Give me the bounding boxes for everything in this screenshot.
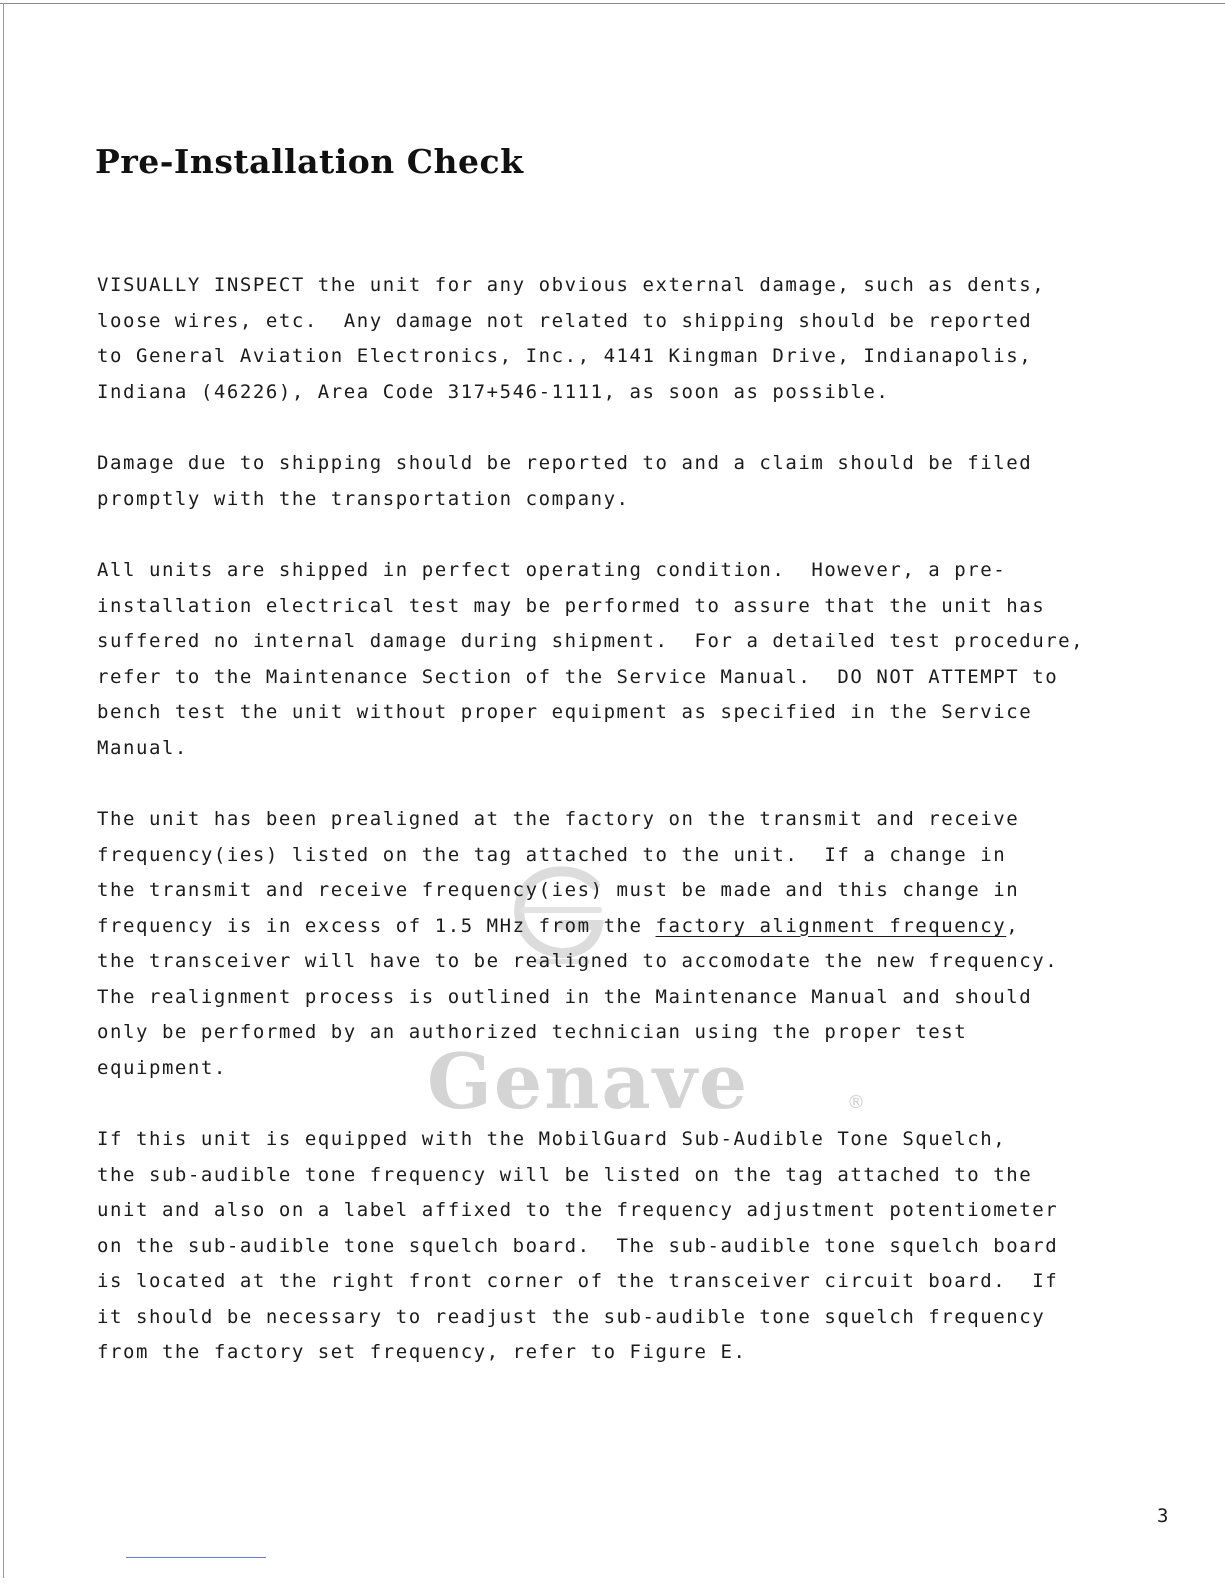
page-number: 3 <box>1157 1505 1169 1527</box>
paragraph-tone-squelch: If this unit is equipped with the MobilGuard Sub-Audible Tone Squelch, the sub-audible tone frequency will be listed on the tag attached to the unit and also on a label affixed to the frequency adjustment potentiometer on the sub-audible tone squelch board. The sub-audible tone squelch board is located at the right front corner of the transceiver circuit board. If it should be necessary to readjust the sub-audible tone squelch frequency from the factory set frequency, refer to Figure E. <box>97 1128 1059 1363</box>
factory-alignment-frequency-term: factory alignment frequency <box>655 914 1007 937</box>
paragraph-prealignment <box>97 802 1107 1086</box>
paragraph-shipping-damage: Damage due to shipping should be reported to and a claim should be filed promptly with the transportation company. <box>97 452 1033 510</box>
paragraph-visual-inspection: VISUALLY INSPECT the unit for any obvious external damage, such as dents, loose wires, etc. Any damage not related to shipping should be reported to General Aviation Electronics, Inc., 4141 Kingman Drive, Indianapolis, Indiana (46226), Area Code 317+546-1111, as soon as possible. <box>97 274 1046 403</box>
page-left-edge <box>3 3 4 1578</box>
prealignment-text-start: The unit has been prealigned at the factory on the transmit and receive frequency(ies) listed on the tag attached to the unit. If a change in the transmit and receive frequency(ies) must be made and this change in frequency is in excess of 1.5 MHz from the <box>97 808 1020 937</box>
page-title: Pre-Installation Check <box>95 142 524 181</box>
paragraph-electrical-test: All units are shipped in perfect operating condition. However, a pre- installation electrical test may be performed to assure that the unit has suffered no internal damage during shipment. For a detailed test procedure, refer to the Maintenance Section of the Service Manual. DO NOT ATTEMPT to bench test the unit without proper equipment as specified in the Service Manual. <box>97 559 1085 759</box>
watermark-registered-mark: ® <box>847 1092 865 1113</box>
bottom-edge-mark <box>126 1557 266 1558</box>
prealignment-text-end: , the transceiver will have to be realigned to accomodate the new frequency. The realignment process is outlined in the Maintenance Manual and should only be performed by an authorized technician using the proper test equipment. <box>97 914 1059 1079</box>
watermark-brand: Genave <box>427 1040 750 1120</box>
page-top-edge <box>0 3 1225 4</box>
